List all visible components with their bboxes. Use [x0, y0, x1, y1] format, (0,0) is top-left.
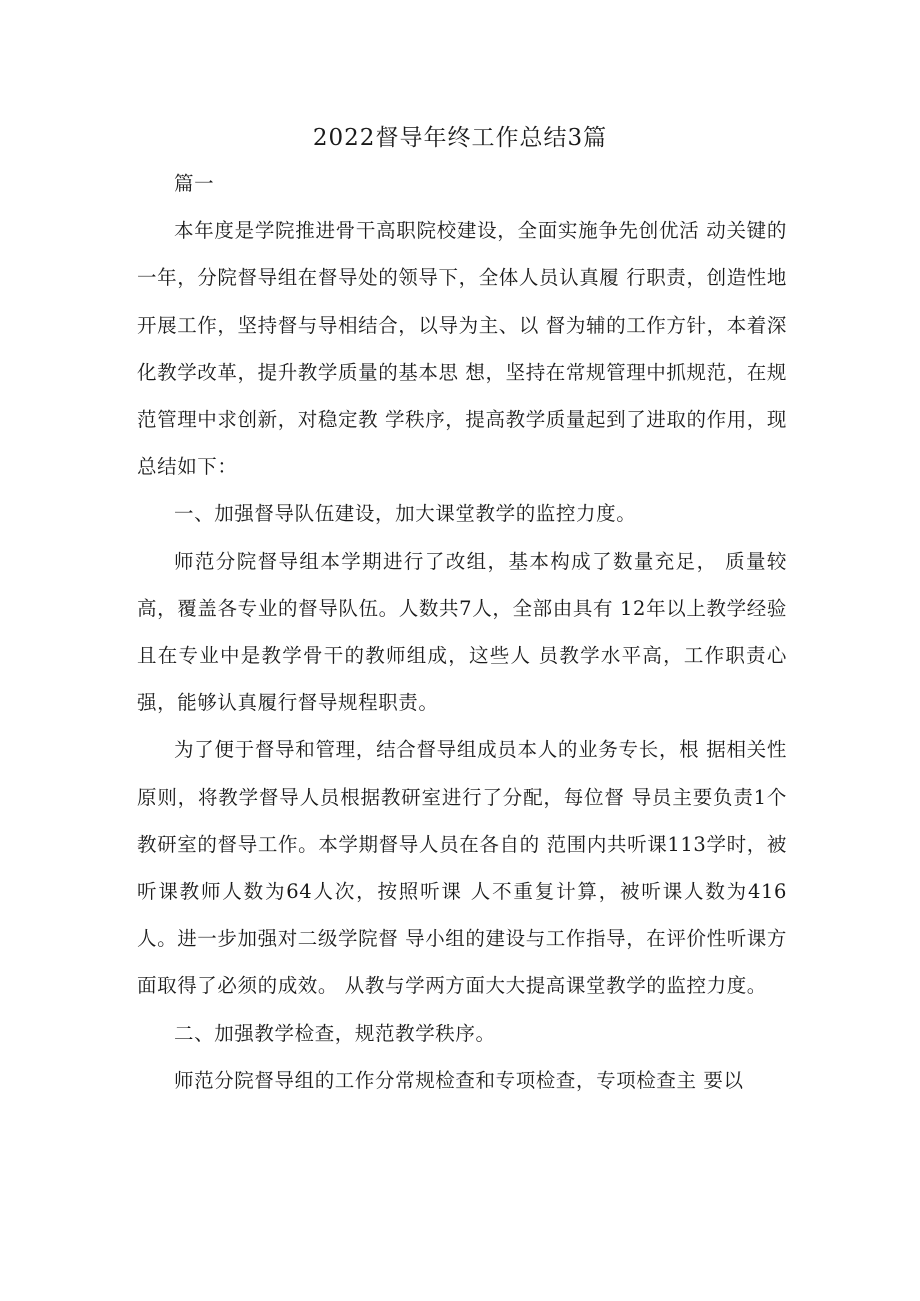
section-heading-1: 一、加强督导队伍建设，加大课堂教学的监控力度。 [174, 502, 637, 526]
body-paragraph: 师范分院督导组本学期进行了改组，基本构成了数量充足， 质量较高，覆盖各专业的督导队伍。人数共7人，全部由具有 12年以上教学经验且在专业中是教学骨干的教师组成，这些人 员教学水平高，工作职责心强，能够认真履行督导规程职责。 [137, 549, 787, 715]
body-paragraph: 师范分院督导组的工作分常规检查和专项检查，专项检查主 要以 [174, 1068, 744, 1092]
document-title: 2022督导年终工作总结3篇 [312, 125, 608, 151]
intro-paragraph: 本年度是学院推进骨干高职院校建设，全面实施争先创优活 动关键的一年，分院督导组在督导处的领导下，全体人员认真履 行职责，创造性地开展工作，坚持督与导相结合，以导为主、以 督为辅的工作方针，本着深化教学改革，提升教学质量的基本思 想，坚持在常规管理中抓规范，在规范管理中求创新，对稳定教 学秩序，提高教学质量起到了进取的作用，现总结如下： [137, 219, 787, 479]
section-heading-part-one: 篇一 [174, 172, 215, 195]
body-paragraph: 为了便于督导和管理，结合督导组成员本人的业务专长，根 据相关性原则，将教学督导人员根据教研室进行了分配，每位督 导员主要负责1个教研室的督导工作。本学期督导人员在各自的 范围内共听课113学时，被听课教师人数为64人次，按照听课 人不重复计算，被听课人数为416人。进一步加强对二级学院督 导小组的建设与工作指导，在评价性听课方面取得了必须的成效。 从教与学两方面大大提高课堂教学的监控力度。 [137, 738, 787, 998]
section-heading-2: 二、加强教学检查，规范教学秩序。 [174, 1021, 496, 1045]
document-body [137, 160, 787, 1104]
